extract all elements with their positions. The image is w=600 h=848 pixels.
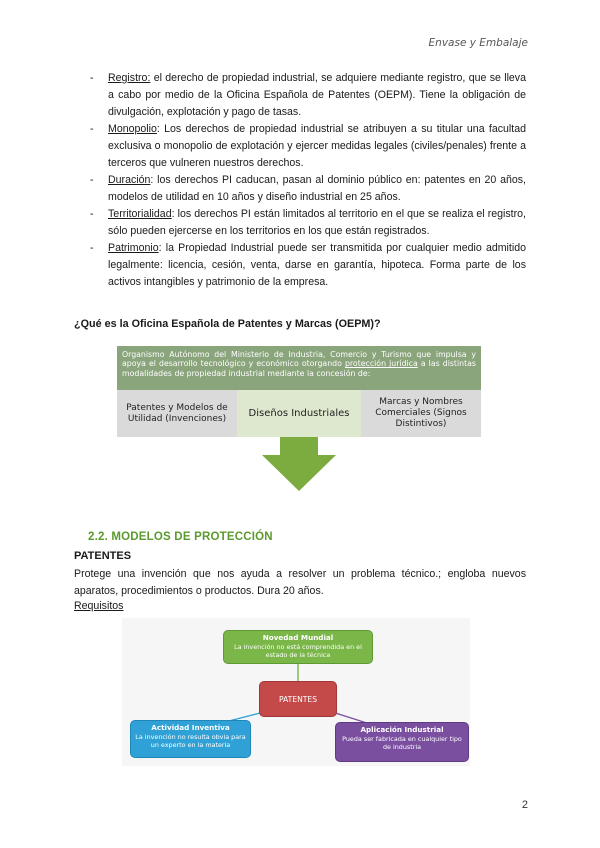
oepm-question-heading: ¿Qué es la Oficina Española de Patentes y Marcas (OEPM)? [74,318,381,330]
patentes-title: PATENTES [74,550,132,562]
bullet-term: Patrimonio [108,242,159,254]
bullet-term: Territorialidad [108,208,172,220]
requisitos-label: Requisitos [74,600,124,612]
bullet-text: : los derechos PI están limitados al territorio en el que se realiza el registro, sólo pueden ejercerse en los territorios en los que están registrados. [108,208,526,237]
category-patentes-modelos: Patentes y Modelos de Utilidad (Invenciones) [117,390,237,437]
node-title: Aplicación Industrial [360,725,444,734]
node-title: Actividad Inventiva [151,723,230,732]
patentes-description: Protege una invención que nos ayuda a resolver un problema técnico.; engloba nuevos aparatos, procedimientos o productos. Dura 20 años. [74,568,526,597]
node-novedad-mundial [223,630,373,664]
node-description: La invención no resulta obvia para un experto en la materia [135,733,246,749]
node-description: Pueda ser fabricada en cualquier tipo de industria [342,735,462,751]
node-title: Novedad Mundial [262,633,334,642]
bullet-text: : los derechos PI caducan, pasan al dominio público en: patentes en 20 años, modelos de utilidad en 10 años y diseño industrial en 25 años. [108,174,526,203]
proteccion-juridica-link: protección jurídica [344,359,418,369]
dash-marker: - [90,242,94,254]
dash-marker: - [90,72,94,84]
node-patentes: PATENTES [259,681,337,717]
bullet-term: Duración [108,174,151,186]
oepm-text-before: Organismo Autónomo del Ministerio de Industria, Comercio y Turismo que impulsa y apoya el desarrollo tecnológico y económico otorgando [122,350,476,369]
dash-marker: - [90,174,94,186]
oepm-text-after: a las distintas modalidades de propiedad industrial mediante la concesión de: [122,359,476,378]
bullet-text: el derecho de propiedad industrial, se adquiere mediante registro, que se lleva a cabo por medio de la Oficina Española de Patentes (OEPM). Tiene la obligación de divulgación, explotación y pago de tasas. [108,72,526,118]
page-number: 2 [521,799,528,811]
node-aplicacion-industrial [335,722,469,762]
node-actividad-inventiva [130,720,251,758]
dash-marker: - [90,123,94,135]
category-marcas-nombres: Marcas y Nombres Comerciales (Signos Distintivos) [361,390,481,437]
dash-marker: - [90,208,94,220]
bullet-term: Monopolio [108,123,157,135]
document-header-title: Envase y Embalaje [428,37,528,49]
node-description: La invención no está comprendida en el estado de la técnica [234,643,362,659]
category-disenos-industriales: Diseños Industriales [237,390,361,437]
bullet-text: : Los derechos de propiedad industrial se atribuyen a su titular una facultad exclusiva o monopolio de explotación y ejercer medidas legales (civiles/penales) frente a terceros que vulneren nuestros derechos. [108,123,526,169]
section-heading: 2.2. MODELOS DE PROTECCIÓN [88,531,273,543]
bullet-text: : la Propiedad Industrial puede ser transmitida por cualquier medio admitido legalmente: licencia, cesión, venta, darse en garantía, hipoteca. Forma parte de los activos intangibles y patrimonio de la empresa. [108,242,526,288]
bullet-term: Registro: [108,72,151,84]
